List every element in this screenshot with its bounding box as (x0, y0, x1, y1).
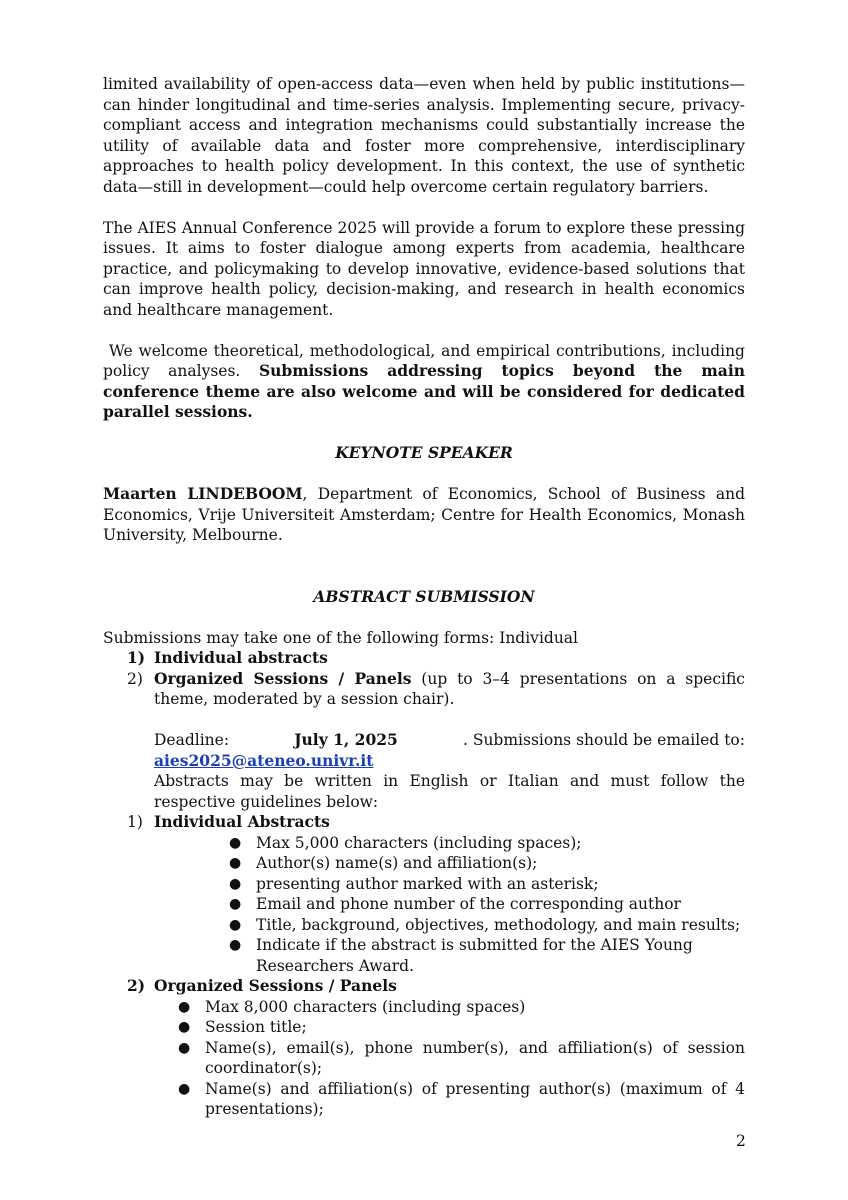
keynote-name: Maarten LINDEBOOM (103, 484, 303, 503)
keynote-affiliation: , Department of Economics, School of Business and Economics, Vrije Universiteit Amsterdam; Centre for Health Economics, Monash University, Melbourne. (103, 485, 745, 544)
abstract-heading: ABSTRACT SUBMISSION (313, 586, 535, 606)
bullet-icon: ● (229, 896, 242, 912)
list-item: ● Title, background, objectives, methodology, and main results; (229, 915, 741, 934)
list-item: ● Indicate if the abstract is submitted for the AIES Young Researchers Award. (229, 936, 693, 975)
list-item: ● Email and phone number of the corresponding author (229, 895, 681, 913)
language-note: Abstracts may be written in English or Italian and must follow the respective guidelines below: (154, 772, 745, 811)
guideline-number: 1) (127, 813, 143, 831)
list-item: ● Max 8,000 characters (including spaces) (178, 997, 526, 1016)
bullet-icon: ● (229, 875, 242, 892)
panel-guidelines-list (103, 997, 745, 1120)
keynote-heading: KEYNOTE SPEAKER (335, 443, 513, 462)
list-item: ● Session title; (178, 1018, 307, 1036)
bullet-icon: ● (178, 1019, 191, 1035)
form-item-1 (103, 648, 745, 669)
guideline-section-individual (103, 812, 745, 833)
welcome-text: We welcome theoretical, methodological, and empirical contributions, including policy analyses. (103, 341, 750, 380)
bullet-icon: ● (178, 1080, 191, 1097)
submission-intro: Submissions may take one of the following forms: Individual (103, 628, 578, 647)
form-title: Individual abstracts (154, 648, 328, 667)
guideline-title: Organized Sessions / Panels (154, 976, 397, 995)
list-item: ● Name(s), email(s), phone number(s), and affiliation(s) of session coordinator(s); (178, 1038, 745, 1077)
intro-paragraph-3 (103, 341, 750, 423)
welcome-bold-text: Submissions addressing topics beyond the main conference theme are also welcome and will be considered for dedicated parallel sessions. (103, 361, 746, 421)
list-item: ● Name(s) and affiliation(s) of presenting author(s) (maximum of 4 presentations); (178, 1079, 745, 1118)
document-page (103, 74, 750, 1120)
deadline-rest: . Submissions should be emailed to: (462, 731, 745, 749)
form-number: 1) (127, 648, 146, 667)
bullet-icon: ● (229, 855, 242, 871)
bullet-icon: ● (178, 998, 191, 1015)
deadline-date: July 1, 2025 (294, 730, 398, 749)
keynote-paragraph (103, 484, 745, 546)
list-item: ● presenting author marked with an asterisk; (229, 874, 599, 893)
guideline-section-panels (103, 976, 745, 997)
page-number: 2 (736, 1132, 746, 1150)
list-item: ● Max 5,000 characters (including spaces); (229, 833, 582, 852)
form-number: 2) (127, 669, 143, 688)
bullet-icon: ● (229, 937, 242, 953)
individual-guidelines-list (103, 833, 745, 977)
form-title: Organized Sessions / Panels (154, 668, 412, 688)
list-item: ● Author(s) name(s) and affiliation(s); (229, 854, 538, 872)
bullet-icon: ● (229, 834, 242, 851)
form-description: (up to 3–4 presentations on a specific theme, moderated by a session chair). (154, 669, 745, 708)
deadline-block (103, 730, 745, 812)
submission-email-link[interactable]: aies2025@ateneo.univr.it (154, 750, 374, 770)
intro-paragraph-2: The AIES Annual Conference 2025 will provide a forum to explore these pressing issues. It aims to foster dialogue among experts from academia, healthcare practice, and policymaking to develop innovative, evidence-based solutions that can improve health policy, decision-making, and research in health economics and healthcare management. (103, 218, 745, 319)
guideline-title: Individual Abstracts (154, 812, 330, 831)
guideline-number: 2) (127, 976, 146, 995)
deadline-line (154, 730, 745, 751)
bullet-icon: ● (229, 916, 242, 933)
intro-paragraph-1: limited availability of open-access data—even when held by public institutions—can hinder longitudinal and time-series analysis. Implementing secure, privacy-compliant access and integration mechanisms could substantially increase the utility of available data and foster more comprehensive, interdisciplinary approaches to health policy development. In this context, the use of synthetic data—still in development—could help overcome certain regulatory barriers. (103, 75, 745, 196)
bullet-icon: ● (178, 1039, 191, 1056)
deadline-label: Deadline: (154, 731, 230, 749)
form-item-2 (103, 669, 745, 710)
